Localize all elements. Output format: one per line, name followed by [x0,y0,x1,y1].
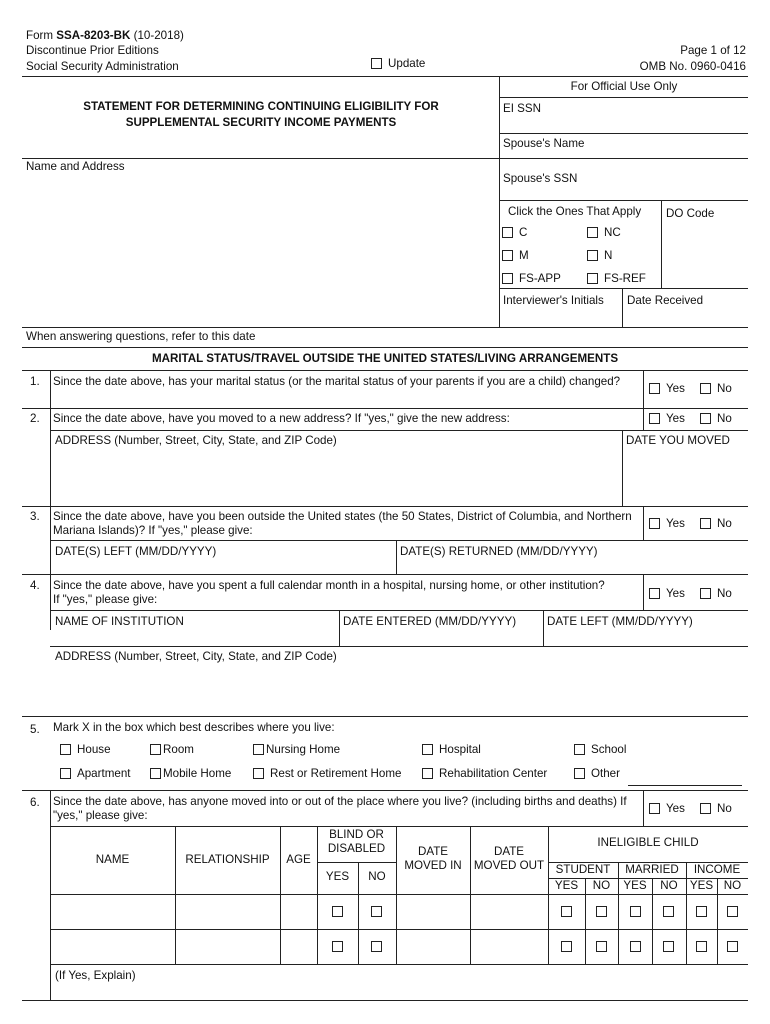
text: Yes [666,587,685,600]
checkbox-icon [587,273,598,284]
q5-mobile-home-checkbox[interactable] [150,767,231,780]
checkbox-icon [574,768,585,779]
divider [50,790,51,1000]
row2-income-yes-checkbox[interactable] [696,941,707,952]
text: Rehabilitation Center [439,767,548,780]
header-rule [22,76,748,77]
option-nc-checkbox[interactable] [587,226,621,239]
q5-number: 5. [30,723,40,736]
divider [22,574,748,575]
col-moved-out-header: DATE MOVED OUT [473,845,545,872]
update-label: Update [388,57,426,70]
divider [22,158,748,159]
checkbox-icon [253,768,264,779]
col-income-header: INCOME [693,863,741,876]
omb-number: OMB No. 0960-0416 [639,60,746,73]
divider [339,610,340,646]
divider [22,790,748,791]
row2-married-yes-checkbox[interactable] [630,941,641,952]
col-married-header: MARRIED [625,863,679,876]
section-title: MARITAL STATUS/TRAVEL OUTSIDE THE UNITED STATES/LIVING ARRANGEMENTS [151,352,619,365]
checkbox-icon [60,744,71,755]
text: Apartment [77,767,131,780]
form-prefix: Form [26,29,57,42]
text: NO [723,879,742,892]
col-blind-no-header: NO [368,870,386,883]
divider [317,862,396,863]
text: FS-REF [604,272,646,285]
refer-date-field[interactable]: When answering questions, refer to this date [26,330,256,343]
form-number: SSA-8203-BK [56,29,131,42]
q4-date-entered-field[interactable]: DATE ENTERED (MM/DD/YYYY) [343,615,517,628]
checkbox-icon [700,413,711,424]
divider [622,288,623,327]
divider [22,716,748,717]
row1-married-no-checkbox[interactable] [663,906,674,917]
checkbox-icon [649,518,660,529]
q2-text: Since the date above, have you moved to a new address? If "yes," give the new address: [53,412,510,425]
text: NC [604,226,621,239]
checkbox-icon [649,803,660,814]
text: Rest or Retirement Home [270,767,402,780]
update-checkbox[interactable] [371,57,425,70]
text: N [604,249,613,262]
divider [50,894,748,895]
checkbox-icon [587,250,598,261]
checkbox-icon [587,227,598,238]
option-m-checkbox[interactable] [502,249,529,262]
spouse-ssn-field[interactable]: Spouse's SSN [503,172,578,185]
divider [643,574,644,610]
row2-student-yes-checkbox[interactable] [561,941,572,952]
agency-name: Social Security Administration [26,60,179,73]
text: Nursing Home [266,743,341,756]
checkbox-icon [700,588,711,599]
col-moved-in-header: DATE MOVED IN [404,845,462,872]
q4-yes-checkbox[interactable] [649,587,685,600]
divider [622,430,623,506]
checkbox-icon [502,227,513,238]
name-address-field[interactable]: Name and Address [26,160,125,173]
row1-income-no-checkbox[interactable] [727,906,738,917]
q3-date-left-field[interactable]: DATE(S) LEFT (MM/DD/YYYY) [55,545,217,558]
text: YES [554,879,579,892]
text: Hospital [439,743,481,756]
divider [280,826,281,964]
divider [661,200,662,288]
checkbox-icon [422,768,433,779]
q4-institution-field[interactable]: NAME OF INSTITUTION [55,615,184,628]
checkbox-icon [371,58,382,69]
divider [643,370,644,430]
q5-school-checkbox[interactable] [574,743,626,756]
row2-blind-no-checkbox[interactable] [371,941,382,952]
checkbox-icon [574,744,585,755]
row1-blind-yes-checkbox[interactable] [332,906,343,917]
col-age-header: AGE [286,853,311,866]
divider [50,430,748,431]
divider [22,370,748,371]
q5-house-checkbox[interactable] [60,743,111,756]
text: Yes [666,802,685,815]
q3-number: 3. [30,510,40,523]
divider [50,610,748,611]
q3-text: Since the date above, have you been outside the United states (the 50 States, District of Columbia, and Northern Mariana Islands)? If "yes," please give: [53,510,632,537]
checkbox-icon [649,383,660,394]
q1-yes-checkbox[interactable] [649,382,685,395]
divider [50,370,51,630]
row1-student-yes-checkbox[interactable] [561,906,572,917]
text: No [717,412,732,425]
q3-yes-checkbox[interactable] [649,517,685,530]
q2-number: 2. [30,412,40,425]
q6-no-checkbox[interactable] [700,802,732,815]
text: No [717,587,732,600]
text: School [591,743,627,756]
divider [22,506,748,507]
q6-number: 6. [30,796,40,809]
divider [22,1000,748,1001]
q1-number: 1. [30,375,40,388]
checkbox-icon [502,273,513,284]
checkbox-icon [422,744,433,755]
divider [396,540,397,574]
row2-income-no-checkbox[interactable] [727,941,738,952]
option-fs-app-checkbox[interactable] [502,272,561,285]
text: NO [660,879,678,892]
text: No [717,802,732,815]
divider [50,929,748,930]
q5-text: Mark X in the box which best describes where you live: [53,721,335,734]
row2-student-no-checkbox[interactable] [596,941,607,952]
q3-date-returned-field[interactable]: DATE(S) RETURNED (MM/DD/YYYY) [400,545,598,558]
q4-number: 4. [30,579,40,592]
q2-no-checkbox[interactable] [700,412,732,425]
ei-ssn-field[interactable]: EI SSN [503,102,542,115]
text: Yes [666,517,685,530]
click-apply-label: Click the Ones That Apply [508,205,642,218]
row1-income-yes-checkbox[interactable] [696,906,707,917]
official-heading: For Official Use Only [570,80,678,93]
official-divider [499,76,500,327]
text: Room [163,743,194,756]
q4-date-left-field[interactable]: DATE LEFT (MM/DD/YYYY) [547,615,693,628]
form-date: (10-2018) [130,29,184,42]
text: NO [592,879,611,892]
q5-room-checkbox[interactable] [150,743,194,756]
divider [22,347,748,348]
q5-apartment-checkbox[interactable] [60,767,131,780]
checkbox-icon [150,768,161,779]
text: C [519,226,528,239]
explain-field[interactable]: (If Yes, Explain) [55,969,136,982]
do-code-field[interactable]: DO Code [666,207,715,220]
col-name-header: NAME [95,853,130,866]
row2-blind-yes-checkbox[interactable] [332,941,343,952]
q2-address-field[interactable]: ADDRESS (Number, Street, City, State, and ZIP Code) [55,434,337,447]
text: FS-APP [519,272,561,285]
text: Mobile Home [163,767,232,780]
q2-date-moved-field[interactable]: DATE YOU MOVED [626,434,730,447]
divider [543,610,544,646]
discontinue-note: Discontinue Prior Editions [26,44,159,57]
q1-text: Since the date above, has your marital status (or the marital status of your parents if you are a child) changed? [53,375,621,388]
q4-address-field[interactable]: ADDRESS (Number, Street, City, State, and ZIP Code) [55,650,337,663]
checkbox-icon [700,518,711,529]
divider [470,826,471,964]
checkbox-icon [502,250,513,261]
checkbox-icon [700,803,711,814]
col-student-header: STUDENT [555,863,611,876]
divider [499,200,748,201]
row2-married-no-checkbox[interactable] [663,941,674,952]
spouse-name-field[interactable]: Spouse's Name [503,137,585,150]
option-n-checkbox[interactable] [587,249,612,262]
divider [22,327,748,328]
col-blind-yes-header: YES [325,870,350,883]
q5-rehabilitation-checkbox[interactable] [422,767,547,780]
option-c-checkbox[interactable] [502,226,527,239]
divider [643,790,644,826]
form-id [26,29,184,43]
checkbox-icon [700,383,711,394]
q6-yes-checkbox[interactable] [649,802,685,815]
divider [50,964,748,965]
q6-text: Since the date above, has anyone moved into or out of the place where you live? (including births and deaths) If "yes," please give: [53,795,627,822]
text: No [717,382,732,395]
form-title-line2: SUPPLEMENTAL SECURITY INCOME PAYMENTS [125,116,397,129]
row1-married-yes-checkbox[interactable] [630,906,641,917]
option-fs-ref-checkbox[interactable] [587,272,646,285]
col-relationship-header: RELATIONSHIP [185,853,270,866]
q4-no-checkbox[interactable] [700,587,732,600]
q5-other-input[interactable] [628,785,742,786]
divider [50,540,748,541]
text: Yes [666,412,685,425]
col-ineligible-header: INELIGIBLE CHILD [597,836,699,849]
text: House [77,743,111,756]
q5-hospital-checkbox[interactable] [422,743,481,756]
divider [50,826,748,827]
row1-student-no-checkbox[interactable] [596,906,607,917]
divider [50,646,748,647]
q4-text: Since the date above, have you spent a full calendar month in a hospital, nursing home, or other institution? If "yes," please give: [53,579,605,606]
q5-other-checkbox[interactable] [574,767,620,780]
q5-nursing-home-checkbox[interactable] [253,743,340,756]
divider [175,826,176,964]
divider [396,826,397,964]
q5-rest-home-checkbox[interactable] [253,767,401,780]
q2-yes-checkbox[interactable] [649,412,685,425]
text: M [519,249,529,262]
q3-no-checkbox[interactable] [700,517,732,530]
divider [643,506,644,540]
col-blind-header: BLIND OR DISABLED [327,828,386,855]
date-received-field[interactable]: Date Received [627,294,704,307]
checkbox-icon [253,744,264,755]
q1-no-checkbox[interactable] [700,382,732,395]
checkbox-icon [649,413,660,424]
checkbox-icon [649,588,660,599]
page-number: Page 1 of 12 [680,44,746,57]
form-title-line1: STATEMENT FOR DETERMINING CONTINUING ELIGIBILITY FOR [83,100,439,113]
divider [499,97,748,98]
divider [499,288,748,289]
row1-blind-no-checkbox[interactable] [371,906,382,917]
divider [499,133,748,134]
divider [22,408,748,409]
checkbox-icon [150,744,161,755]
text: Other [591,767,620,780]
text: Yes [666,382,685,395]
text: YES [689,879,714,892]
text: No [717,517,732,530]
text: YES [623,879,647,892]
interviewer-initials-field[interactable]: Interviewer's Initials [503,294,604,307]
checkbox-icon [60,768,71,779]
